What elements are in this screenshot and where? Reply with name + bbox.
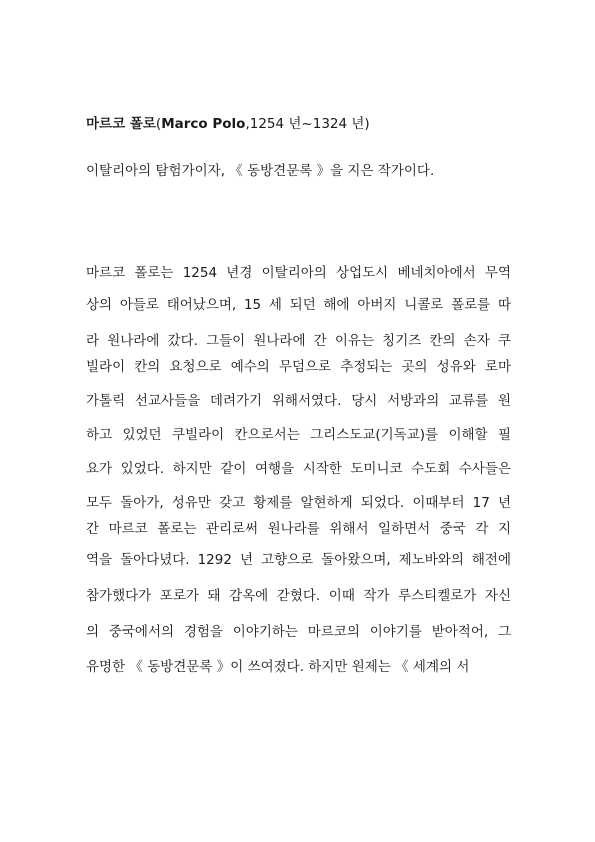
body-line: 유명한 《 동방견문록 》이 쓰여졌다. 하지만 원제는 《 세계의 서 bbox=[86, 659, 470, 675]
body-line: 하고 있었던 쿠빌라이 칸으로서는 그리스도교(기독교)를 이해할 필 bbox=[86, 427, 511, 443]
body-line: 빌라이 칸의 요청으로 예수의 무덤으로 추정되는 곳의 성유와 로마 bbox=[86, 359, 511, 375]
body-line: 간 마르코 폴로는 관리로써 원나라를 위해서 일하면서 중국 각 지 bbox=[86, 521, 511, 537]
heading-name-english: Marco Polo bbox=[161, 116, 246, 132]
body-line: 요가 있었다. 하지만 같이 여행을 시작한 도미니코 수도회 수사들은 bbox=[86, 461, 511, 477]
body-line: 라 원나라에 갔다. 그들이 원나라에 간 이유는 칭기즈 칸의 손자 쿠 bbox=[86, 333, 511, 349]
heading-name-korean: 마르코 폴로 bbox=[86, 116, 156, 132]
body-line: 상의 아들로 태어났으며, 15 세 되던 해에 아버지 니콜로 폴로를 따 bbox=[86, 297, 511, 313]
body-line: 모두 돌아가, 성유만 갖고 황제를 알현하게 되었다. 이때부터 17 년 bbox=[86, 495, 511, 511]
document-subtitle: 이탈리아의 탐험가이자, 《 동방견문록 》을 지은 작가이다. bbox=[86, 163, 435, 179]
heading-open-paren: ( bbox=[155, 116, 162, 132]
body-line: 역을 돌아다녔다. 1292 년 고향으로 돌아왔으며, 제노바와의 해전에 bbox=[86, 552, 511, 568]
heading-dates: ,1254 년~1324 년) bbox=[245, 116, 370, 132]
body-line: 의 중국에서의 경험을 이야기하는 마르코의 이야기를 받아적어, 그 bbox=[86, 624, 511, 640]
document-heading bbox=[86, 114, 370, 134]
body-line: 참가했다가 포로가 돼 감옥에 갇혔다. 이때 작가 루스티켈로가 자신 bbox=[86, 588, 511, 604]
body-line: 가톨릭 선교사들을 데려가기 위해서였다. 당시 서방과의 교류를 원 bbox=[86, 393, 511, 409]
body-line: 마르코 폴로는 1254 년경 이탈리아의 상업도시 베네치아에서 무역 bbox=[86, 265, 511, 281]
